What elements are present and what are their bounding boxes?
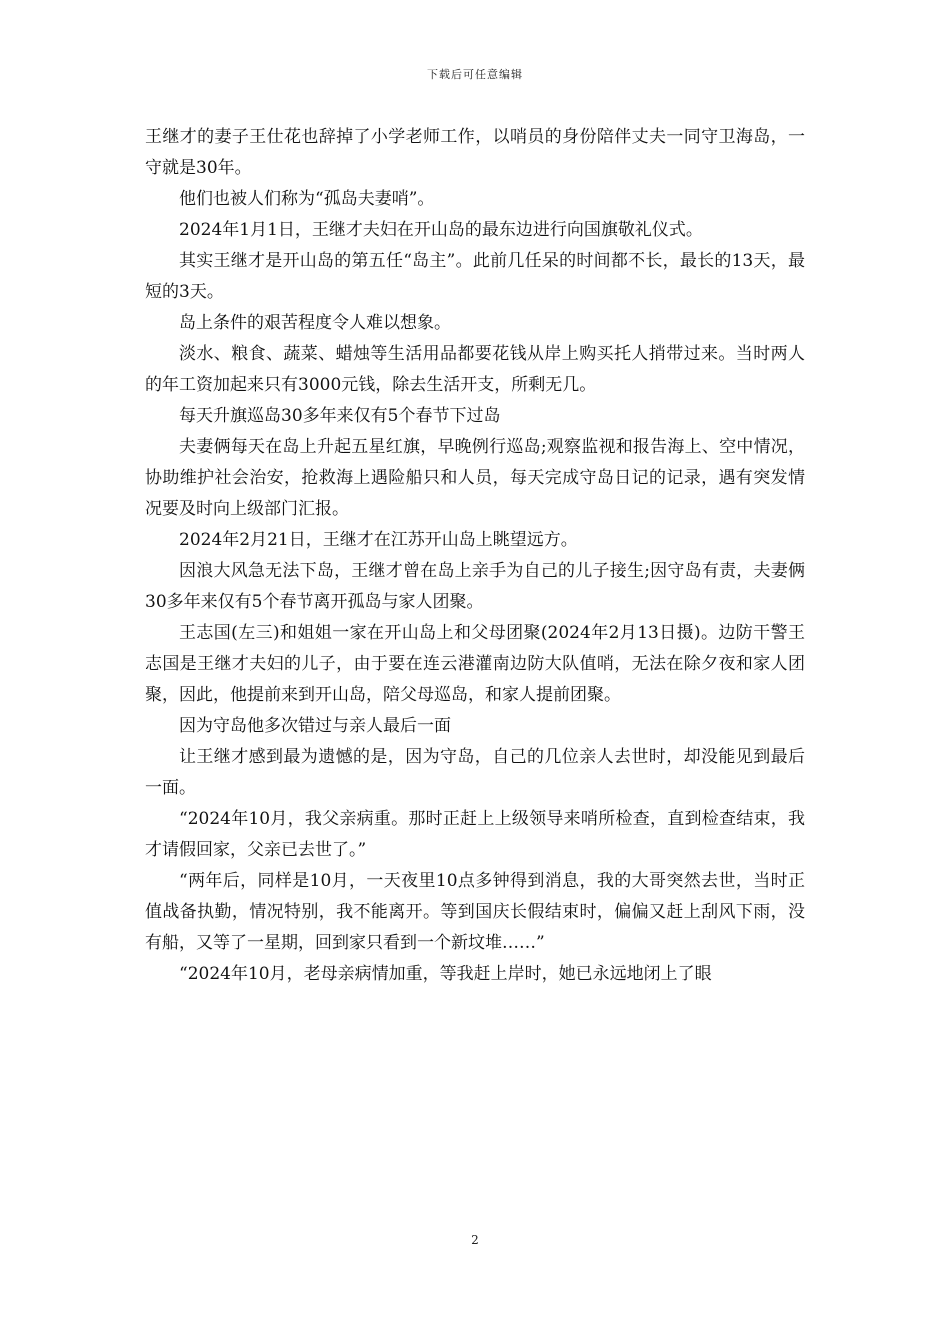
paragraph-15: “两年后，同样是10月，一天夜里10点多钟得到消息，我的大哥突然去世，当时正值战备执勤，情况特别，我不能离开。等到国庆长假结束时，偏偏又赶上刮风下雨，没有船，又等了一星期，回到家只看到一个新坟堆……” [145,871,805,953]
paragraph-10: 因浪大风急无法下岛，王继才曾在岛上亲手为自己的儿子接生;因守岛有责，夫妻俩30多年来仅有5个春节离开孤岛与家人团聚。 [145,561,805,612]
paragraph-2: 他们也被人们称为“孤岛夫妻哨”。 [179,189,435,209]
paragraph-11: 王志国(左三)和姐姐一家在开山岛上和父母团聚(2024年2月13日摄)。边防干警王志国是王继才夫妇的儿子，由于要在连云港灌南边防大队值哨，无法在除夕夜和家人团聚，因此，他提前来到开山岛，陪父母巡岛，和家人提前团聚。 [145,623,805,705]
page-header: 下载后可任意编辑 [427,68,523,81]
paragraph-5: 岛上条件的艰苦程度令人难以想象。 [179,313,451,333]
paragraph-3: 2024年1月1日，王继才夫妇在开山岛的最东边进行向国旗敬礼仪式。 [179,220,703,240]
section-heading-flag-raising: 每天升旗巡岛30多年来仅有5个春节下过岛 [179,406,501,426]
paragraph-13: 让王继才感到最为遗憾的是，因为守岛，自己的几位亲人去世时，却没能见到最后一面。 [145,747,805,798]
document-body [145,122,805,990]
section-heading-missed-farewells: 因为守岛他多次错过与亲人最后一面 [179,716,451,736]
paragraph-4: 其实王继才是开山岛的第五任“岛主”。此前几任呆的时间都不长，最长的13天，最短的3天。 [145,251,805,302]
paragraph-6: 淡水、粮食、蔬菜、蜡烛等生活用品都要花钱从岸上购买托人捎带过来。当时两人的年工资加起来只有3000元钱，除去生活开支，所剩无几。 [145,344,805,395]
paragraph-8: 夫妻俩每天在岛上升起五星红旗，早晚例行巡岛;观察监视和报告海上、空中情况，协助维护社会治安，抢救海上遇险船只和人员，每天完成守岛日记的记录，遇有突发情况要及时向上级部门汇报。 [145,437,805,519]
paragraph-14: “2024年10月，我父亲病重。那时正赶上上级领导来哨所检查，直到检查结束，我才请假回家，父亲已去世了。” [145,809,805,860]
page-number: 2 [471,1233,479,1247]
paragraph-1: 王继才的妻子王仕花也辞掉了小学老师工作，以哨员的身份陪伴丈夫一同守卫海岛，一守就是30年。 [145,127,805,178]
paragraph-9: 2024年2月21日，王继才在江苏开山岛上眺望远方。 [179,530,578,550]
paragraph-16: “2024年10月，老母亲病情加重，等我赶上岸时，她已永远地闭上了眼 [179,964,712,984]
